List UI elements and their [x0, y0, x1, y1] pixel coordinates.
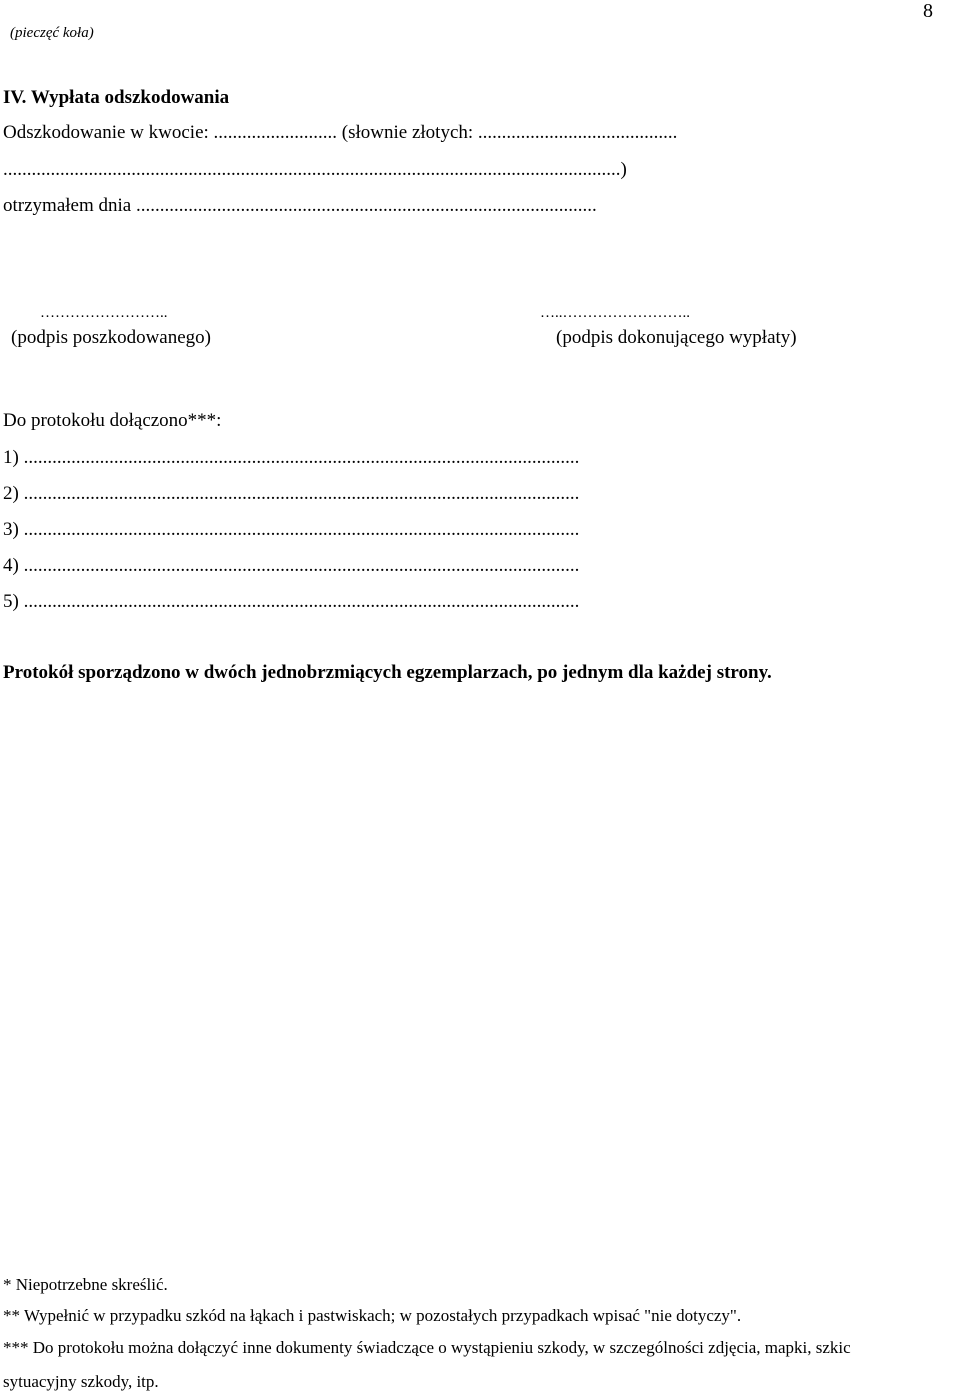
attachment-item: 5) ..................................................................................................................... [3, 591, 580, 612]
page-number: 8 [923, 0, 933, 22]
footnote-1: * Niepotrzebne skreślić. [3, 1275, 168, 1294]
signature-label-injured: (podpis poszkodowanego) [11, 327, 211, 348]
footnote-3-continuation: sytuacyjny szkody, itp. [3, 1372, 159, 1391]
compensation-amount-line: Odszkodowanie w kwocie: .......................... (słownie złotych: .......................................... [3, 122, 678, 143]
attachment-item: 3) ..................................................................................................................... [3, 519, 580, 540]
attachment-item: 1) ..................................................................................................................... [3, 447, 580, 468]
attachment-item: 4) ..................................................................................................................... [3, 555, 580, 576]
attachments-title: Do protokołu dołączono***: [3, 410, 222, 431]
compensation-words-line: ..................................................................................................................................) [3, 159, 627, 180]
signature-line-injured: …………………….. [40, 305, 168, 321]
attachment-item: 2) ..................................................................................................................... [3, 483, 580, 504]
section-title: IV. Wypłata odszkodowania [3, 87, 230, 108]
protocol-note: Protokół sporządzono w dwóch jednobrzmiących egzemplarzach, po jednym dla każdej strony. [3, 662, 772, 683]
signature-line-payer: …..…………………….. [540, 305, 690, 321]
signature-label-payer: (podpis dokonującego wypłaty) [556, 327, 797, 348]
received-date-line: otrzymałem dnia ................................................................................................. [3, 195, 597, 216]
footnote-3: *** Do protokołu można dołączyć inne dokumenty świadczące o wystąpieniu szkody, w szczególności zdjęcia, mapki, szkic [3, 1338, 851, 1357]
footnote-2: ** Wypełnić w przypadku szkód na łąkach i pastwiskach; w pozostałych przypadkach wpisać "nie dotyczy". [3, 1306, 742, 1325]
stamp-label: (pieczęć koła) [10, 25, 94, 41]
